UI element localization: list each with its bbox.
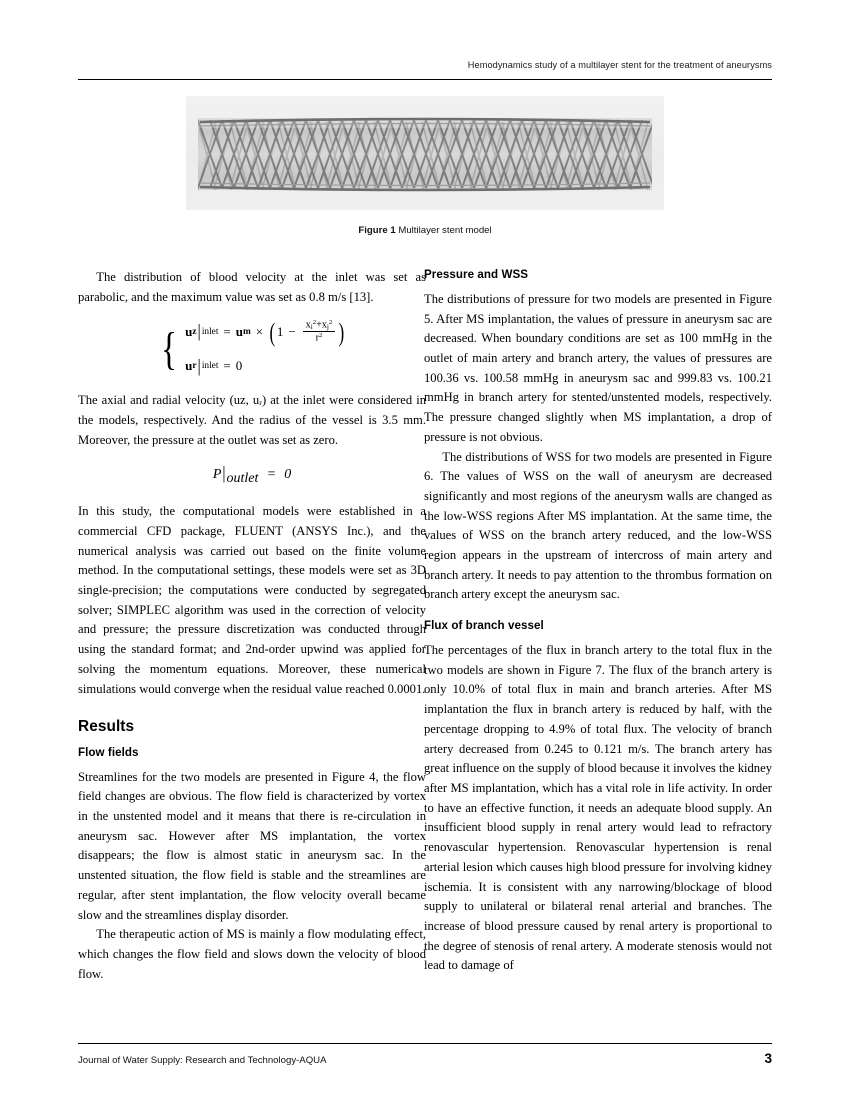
paragraph-therapeutic-action: The therapeutic action of MS is mainly a flow modulating effect, which changes the flow field and slows down the velocity of blood flow. [78,927,426,981]
eq-xi: x [305,319,311,331]
footer-page-number: 3 [764,1051,772,1066]
eq-uz-sub: z [192,326,197,337]
right-column [424,268,772,976]
running-head: Hemodynamics study of a multilayer stent for the treatment of aneurysms [467,60,772,70]
heading-results: Results [78,718,135,736]
figure-1-image [186,96,664,210]
paragraph-velocity-distribution: The distribution of blood velocity at the inlet was set as parabolic, and the maximum value was set as 0.8 m/s [13]. [78,270,426,304]
eq-xj-sub: j [326,322,329,332]
figure-1-caption [78,225,772,236]
eq-equals-2: = [223,358,231,374]
eq-inlet-cond-1: inlet [201,326,219,337]
eq-fraction [303,319,336,344]
eq-xi-sup: 2 [312,319,317,327]
eq-xi-sub: i [310,322,313,332]
eq-um-var: u [235,323,243,339]
equation-line-radial [185,354,346,379]
eq-equals-3: = [266,467,277,483]
figure-1-label: Figure 1 [358,225,396,236]
eq-r-sup: 2 [318,332,323,340]
paragraph-cfd-settings: In this study, the computational models were established in a commercial CFD package, FLUENT (ANSYS Inc.), and the numerical analysis was carried out based on the finite volume method. In the computational settings, these models were set as 3D single-precision; the computations were conducted by segregated solver; SIMPLEC algorithm was used in the correction of velocity and pressure; the pressure discretization was conducted through using the standard format; and 2nd-order upwind was applied for solving the momentum equations. Moreover, these numerical simulations would converge when the residual value reached 0.0001. [78,504,426,696]
eq-um-sub: m [243,326,251,337]
equation-outlet-pressure [78,462,426,490]
figure-1-caption-text: Multilayer stent model [398,225,492,236]
eq-pressure-value: 0 [284,467,292,483]
eq-inlet-cond-2: inlet [201,361,219,372]
multilayer-stent-mesh-graphic [186,96,664,210]
equation-line-axial: u z | inlet = u m × ( 1 − $\frac{xi2+xj2}{r2}$ ) [185,318,345,348]
eq-p-var: P [212,467,222,483]
eq-fraction-numerator [303,319,336,331]
eq-minus: − [288,323,296,339]
eq-times: × [255,323,264,339]
page-footer [78,1051,772,1066]
paragraph-pressure-distribution: The distributions of pressure for two models are presented in Figure 5. After MS implantation, the values of pressure in aneurysm sac are decreased. When boundary conditions are set as 100 mmHg in the outlet of main artery and branch artery, the values of pressures are 100.36 vs. 100.58 mmHg in aneurysm sac and 999.83 vs. 100.21 mmHg in branch artery for stented/unstented models, respectively. The pressure changed slightly when MS implantation, a drop of pressure is not obvious. [424,291,772,444]
eq-ur-var: u [185,358,193,374]
eq-xj-sup: 2 [328,319,333,327]
eq-eval-bar-1: | [197,321,201,342]
header-rule [78,79,772,80]
heading-flux-of-branch-vessel: Flux of branch vessel [424,619,544,633]
eq-equals-1: = [223,323,231,339]
paragraph-wss-distribution: The distributions of WSS for two models are presented in Figure 6. The values of WSS on the wall of aneurysm are decreased significantly and most regions of the aneurysm walls are changed as the low-WSS regions After MS implantation. At the same time, the values of WSS on the branch artery reduced, and the low-WSS region appears in the upstream of intercross of main artery and branch artery. It needs to pay attention to the thrombus formation on branch artery except the aneurysm sac. [424,449,772,602]
eq-outlet-sub: outlet [226,471,259,487]
paragraph-axial-radial-velocity: The axial and radial velocity (uᴢ, uᵣ) at the inlet were considered in the models, respectively. And the radius of the vessel is 3.5 mm. Moreover, the pressure at the outlet was set as zero. [78,393,426,447]
eq-plus: + [316,319,322,331]
eq-uz-var: u [185,323,193,339]
eq-one: 1 [276,323,284,339]
equation-brace: { [161,323,178,375]
eq-eval-bar-3: | [222,464,226,484]
eq-r: r [315,332,319,344]
eq-fraction-denominator [303,331,336,344]
heading-flow-fields: Flow fields [78,745,139,759]
equation-inlet-velocity [78,319,426,379]
eq-xj: x [321,319,327,331]
footer-rule [78,1043,772,1044]
eq-zero: 0 [235,358,243,374]
heading-pressure-and-wss: Pressure and WSS [424,268,529,281]
paragraph-streamlines: Streamlines for the two models are presented in Figure 4, the flow field changes are obvious. The flow field is characterized by vortex in the unstented model and it means that there is re-circulation in aneurysm sac. However after MS implantation, the vortex disappears; the flow is almost static in aneurysm sac. In the unstented situation, the flow field is stable and the streamlines are regular, after stent implantation, the flow velocity overall became slow and the streamlines display disorder. [78,769,426,922]
eq-ur-sub: r [192,361,197,372]
eq-eval-bar-2: | [197,355,201,376]
footer-journal-name: Journal of Water Supply: Research and Technology-AQUA [78,1055,327,1066]
paragraph-branch-flux: The percentages of the flux in branch artery to the total flux in the two models are shown in Figure 7. The flux of the branch artery is only 10.0% of total flux in main and branch arteries. After MS implantation the flux in branch artery is reduced by half, with the percentage dropping to 4.9% of total flux. The velocity of branch artery decreased from 0.245 to 0.121 m/s. The branch artery has great influence on the supply of blood because it involves the kidney after MS implantation, which has a vital role in life activity. In order to have an effective function, it needs an adequate blood supply. An insufficient blood supply in renal artery would lead to refractory renovascular hypertension. Renovascular hypertension is renal arterial lesion which causes high blood pressure for involving kidney ischemia. It is consistent with any narrowing/blockage of blood supply to unilateral or bilateral renal arterial and branches. The increase of blood pressure caused by renal artery is proportional to the degree of stenosis of renal artery. A moderate stenosis would not lead to damage of [424,643,772,973]
left-column [78,268,426,984]
